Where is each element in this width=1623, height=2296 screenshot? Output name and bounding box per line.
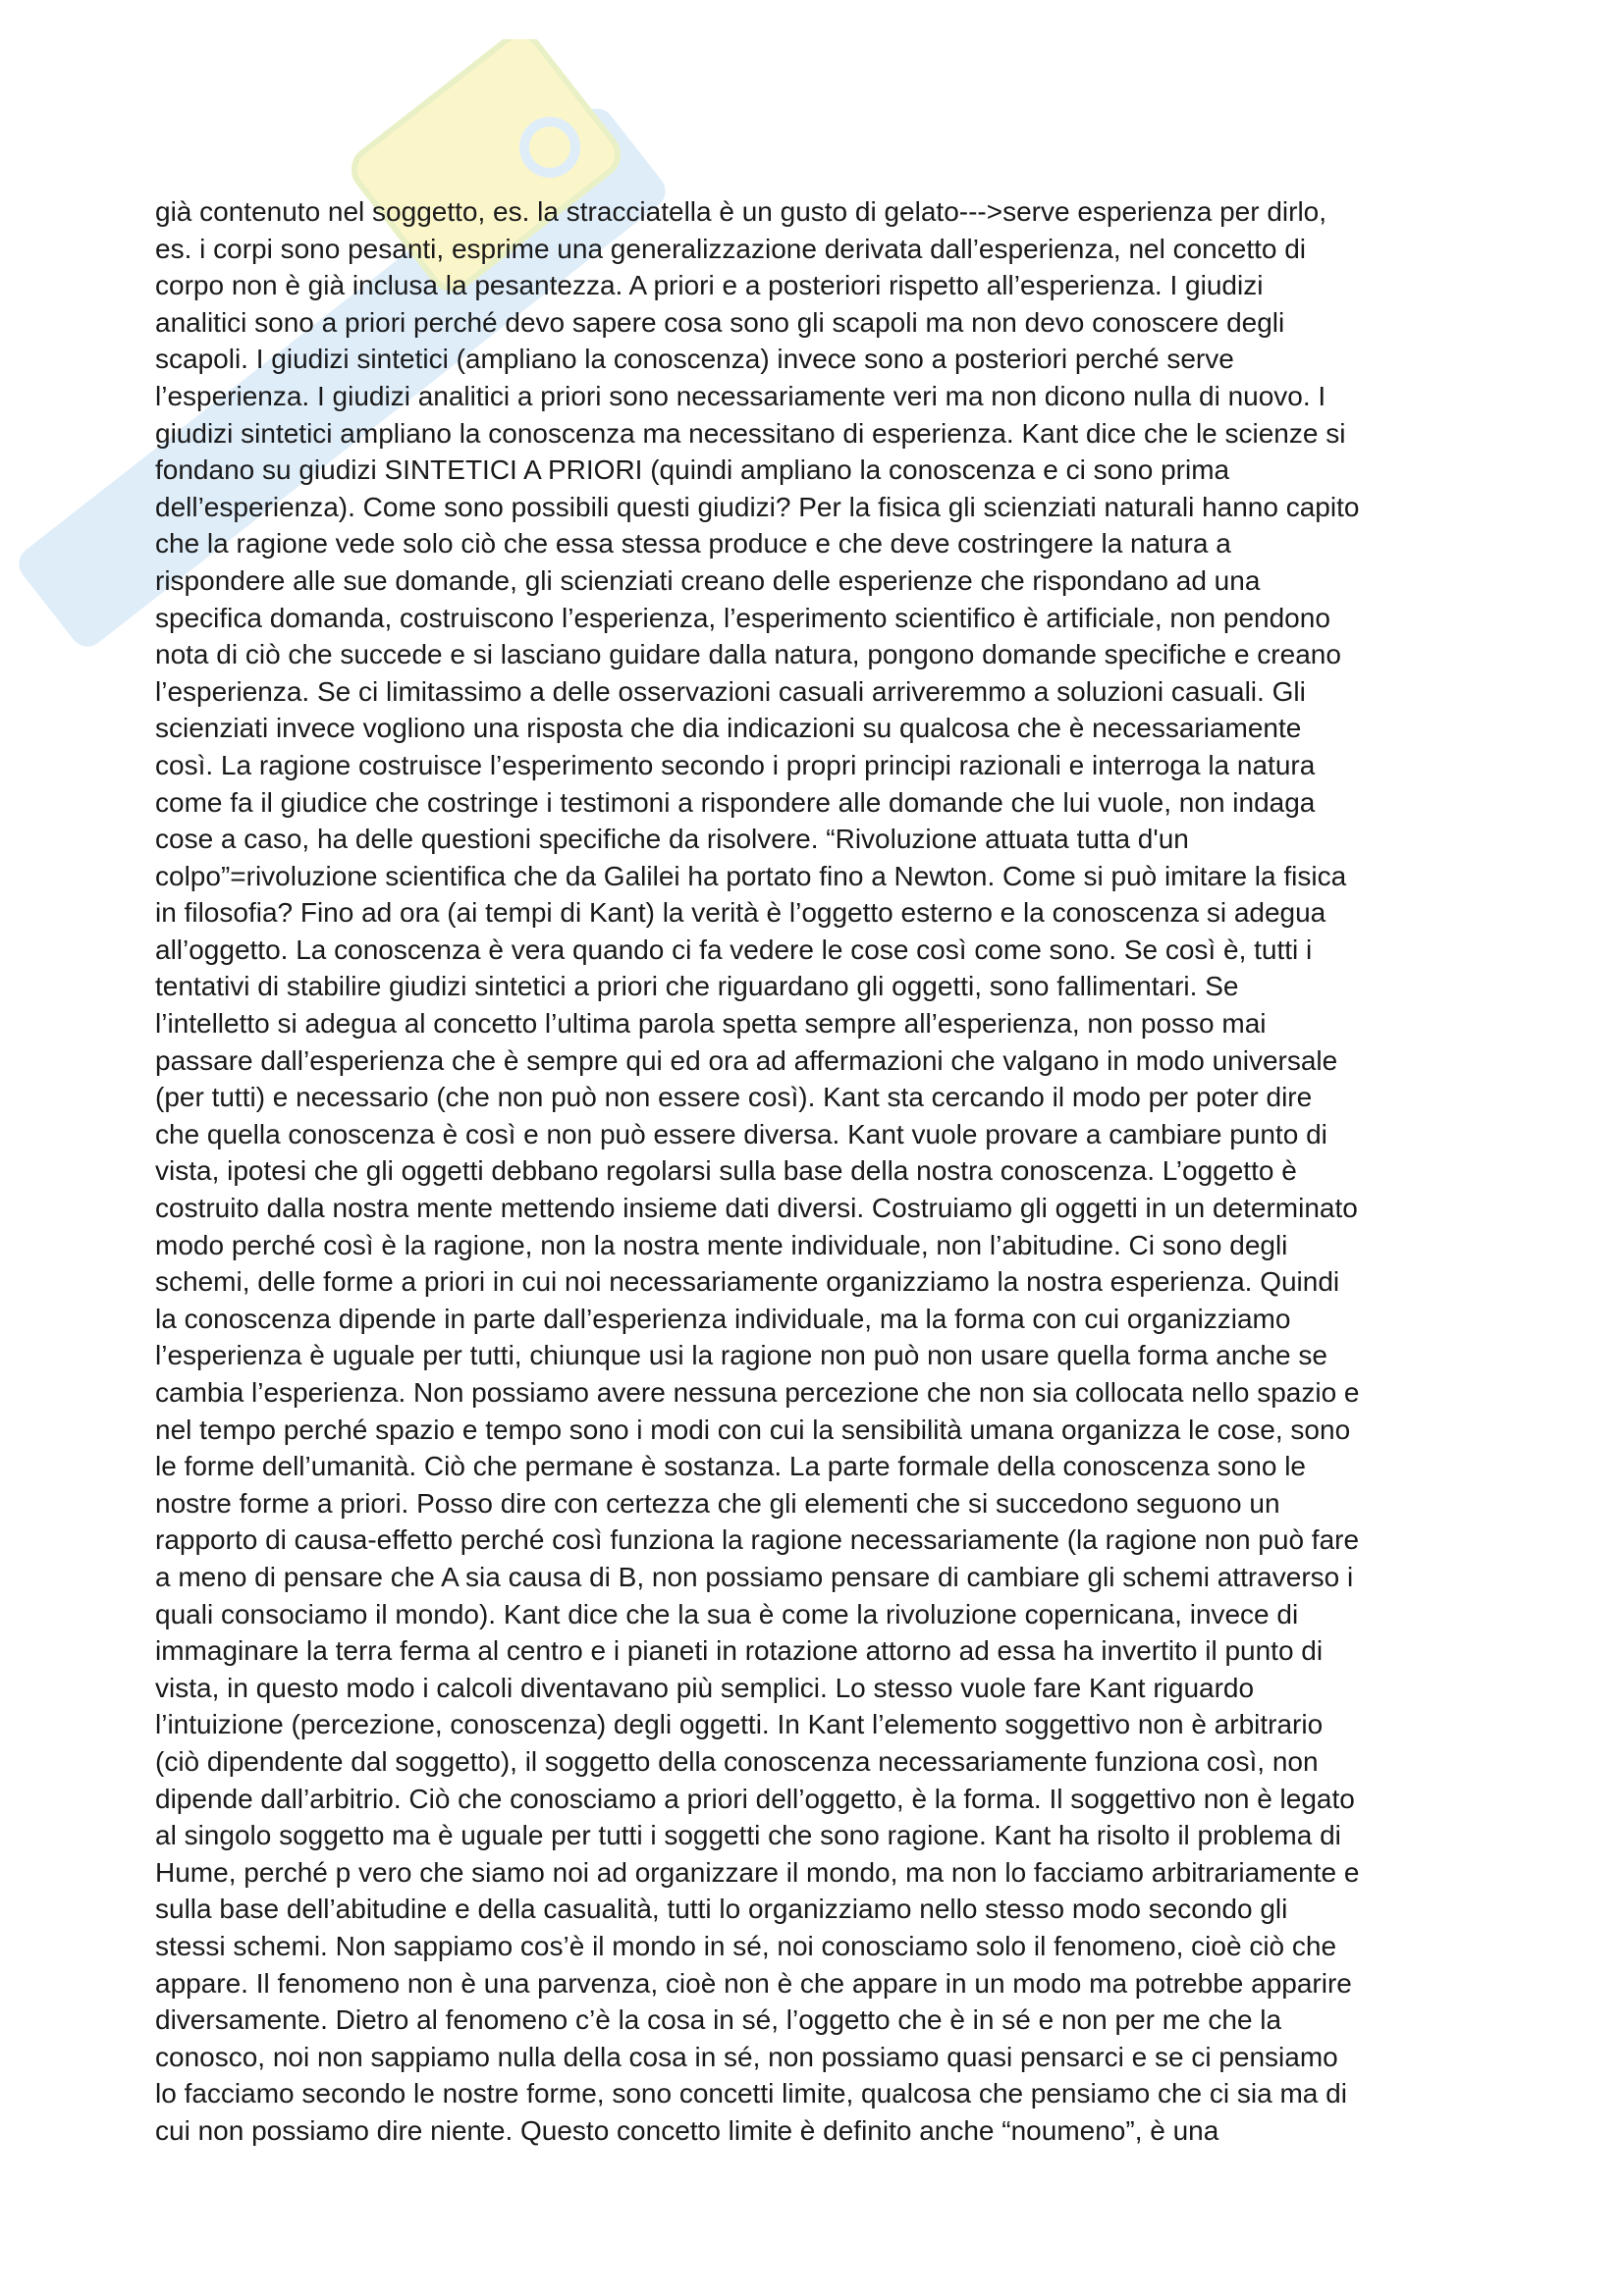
text-line: giudizi sintetici ampliano la conoscenza ma necessitano di esperienza. Kant dice che le scienze si xyxy=(155,417,1346,449)
text-line: rispondere alle sue domande, gli scienziati creano delle esperienze che rispondano ad una xyxy=(155,564,1261,596)
text-line: così. La ragione costruisce l’esperimento secondo i propri principi razionali e interroga la natura xyxy=(155,749,1316,780)
text-line: modo perché così è la ragione, non la nostra mente individuale, non l’abitudine. Ci sono degli xyxy=(155,1229,1288,1260)
text-line: l’esperienza. Se ci limitassimo a delle osservazioni casuali arriveremmo a soluzioni casuali. Gli xyxy=(155,675,1306,707)
text-line: conosco, noi non sappiamo nulla della cosa in sé, non possiamo quasi pensarci e se ci pensiamo xyxy=(155,2041,1338,2072)
text-line: scienziati invece vogliono una risposta che dia indicazioni su qualcosa che è necessariamente xyxy=(155,713,1302,744)
text-line: sulla base dell’abitudine e della casualità, tutti lo organizziamo nello stesso modo secondo gli xyxy=(155,1894,1288,1925)
text-line: specifica domanda, costruiscono l’esperienza, l’esperimento scientifico è artificiale, non pendono xyxy=(155,602,1330,633)
text-line: fondano su giudizi SINTETICI A PRIORI (quindi ampliano la conoscenza e ci sono prima xyxy=(155,454,1230,486)
text-line: a meno di pensare che A sia causa di B, non possiamo pensare di cambiare gli schemi attraverso i xyxy=(155,1561,1354,1592)
text-line: stessi schemi. Non sappiamo cos’è il mondo in sé, noi conosciamo solo il fenomeno, cioè ciò che xyxy=(155,1930,1337,1961)
text-line: le forme dell’umanità. Ciò che permane è sostanza. La parte formale della conoscenza sono le xyxy=(155,1451,1306,1482)
text-line: dipende dall’arbitrio. Ciò che conosciamo a priori dell’oggetto, è la forma. Il soggettivo non è legato xyxy=(155,1783,1355,1814)
text-line: appare. Il fenomeno non è una parvenza, cioè non è che appare in un modo ma potrebbe apparire xyxy=(155,1967,1352,1999)
text-line: passare dall’esperienza che è sempre qui ed ora ad affermazioni che valgano in modo universale xyxy=(155,1044,1338,1076)
text-line: colpo”=rivoluzione scientifica che da Galilei ha portato fino a Newton. Come si può imitare la fisica xyxy=(155,860,1347,891)
text-line: l’intelletto si adegua al concetto l’ultima parola spetta sempre all’esperienza, non posso mai xyxy=(155,1008,1267,1040)
text-line: che quella conoscenza è così e non può essere diversa. Kant vuole provare a cambiare punto di xyxy=(155,1118,1327,1149)
text-line: (per tutti) e necessario (che non può non essere così). Kant sta cercando il modo per poter dire xyxy=(155,1082,1313,1113)
text-line: es. i corpi sono pesanti, esprime una generalizzazione derivata dall’esperienza, nel concetto di xyxy=(155,233,1307,264)
text-line: nostre forme a priori. Posso dire con certezza che gli elementi che si succedono seguono un xyxy=(155,1487,1280,1519)
text-line: rapporto di causa-effetto perché così funziona la ragione necessariamente (la ragione non può fare xyxy=(155,1524,1360,1556)
text-line: nel tempo perché spazio e tempo sono i modi con cui la sensibilità umana organizza le cose, sono xyxy=(155,1414,1351,1445)
document-body xyxy=(155,193,1530,2149)
text-line: in filosofia? Fino ad ora (ai tempi di Kant) la verità è l’oggetto esterno e la conoscenza si adegua xyxy=(155,897,1326,929)
text-line: schemi, delle forme a priori in cui noi necessariamente organizziamo la nostra esperienza. Quindi xyxy=(155,1266,1340,1298)
text-line: (ciò dipendente dal soggetto), il soggetto della conoscenza necessariamente funziona così, non xyxy=(155,1745,1319,1777)
text-line: cose a caso, ha delle questioni specifiche da risolvere. “Rivoluzione attuata tutta d'un xyxy=(155,824,1189,855)
text-line: la conoscenza dipende in parte dall’esperienza individuale, ma la forma con cui organizziamo xyxy=(155,1303,1291,1334)
text-line: come fa il giudice che costringe i testimoni a rispondere alle domande che lui vuole, non indaga xyxy=(155,786,1316,818)
text-line: cui non possiamo dire niente. Questo concetto limite è definito anche “noumeno”, è una xyxy=(155,2114,1219,2146)
text-line: già contenuto nel soggetto, es. la stracciatella è un gusto di gelato--->serve esperienza per dirlo, xyxy=(155,196,1327,227)
text-line: diversamente. Dietro al fenomeno c’è la cosa in sé, l’oggetto che è in sé e non per me che la xyxy=(155,2004,1282,2036)
text-line: l’intuizione (percezione, conoscenza) degli oggetti. In Kant l’elemento soggettivo non è arbitrario xyxy=(155,1709,1324,1740)
text-line: dell’esperienza). Come sono possibili questi giudizi? Per la fisica gli scienziati naturali hanno capito xyxy=(155,491,1360,522)
text-line: scapoli. I giudizi sintetici (ampliano la conoscenza) invece sono a posteriori perché serve xyxy=(155,344,1234,375)
text-line: Hume, perché p vero che siamo noi ad organizzare il mondo, ma non lo facciamo arbitrariamente e xyxy=(155,1856,1360,1888)
text-line: vista, in questo modo i calcoli diventavano più semplici. Lo stesso vuole fare Kant riguardo xyxy=(155,1672,1255,1703)
text-line: all’oggetto. La conoscenza è vera quando ci fa vedere le cose così come sono. Se così è, tutti i xyxy=(155,934,1313,965)
text-line: nota di ciò che succede e si lasciano guidare dalla natura, pongono domande specifiche e creano xyxy=(155,639,1341,670)
text-line: tentativi di stabilire giudizi sintetici a priori che riguardano gli oggetti, sono fallimentari. Se xyxy=(155,971,1239,1002)
text-line: lo facciamo secondo le nostre forme, sono concetti limite, qualcosa che pensiamo che ci sia ma di xyxy=(155,2078,1347,2109)
text-line: cambia l’esperienza. Non possiamo avere nessuna percezione che non sia collocata nello spazio e xyxy=(155,1377,1360,1408)
text-line: che la ragione vede solo ciò che essa stessa produce e che deve costringere la natura a xyxy=(155,528,1231,560)
text-line: immaginare la terra ferma al centro e i pianeti in rotazione attorno ad essa ha invertito il punto di xyxy=(155,1635,1324,1667)
text-line: corpo non è già inclusa la pesantezza. A priori e a posteriori rispetto all’esperienza. I giudizi xyxy=(155,270,1264,301)
text-line: vista, ipotesi che gli oggetti debbano regolarsi sulla base della nostra conoscenza. L’oggetto è xyxy=(155,1155,1297,1187)
text-line: quali consociamo il mondo). Kant dice che la sua è come la rivoluzione copernicana, invece di xyxy=(155,1598,1299,1629)
text-line: l’esperienza. I giudizi analitici a priori sono necessariamente veri ma non dicono nulla di nuovo. I xyxy=(155,380,1326,411)
text-line: l’esperienza è uguale per tutti, chiunque usi la ragione non può non usare quella forma anche se xyxy=(155,1340,1327,1371)
text-line: analitici sono a priori perché devo sapere cosa sono gli scapoli ma non devo conoscere degli xyxy=(155,306,1285,338)
text-line: al singolo soggetto ma è uguale per tutti i soggetti che sono ragione. Kant ha risolto il problema di xyxy=(155,1820,1341,1851)
text-line: costruito dalla nostra mente mettendo insieme dati diversi. Costruiamo gli oggetti in un determinato xyxy=(155,1193,1358,1224)
